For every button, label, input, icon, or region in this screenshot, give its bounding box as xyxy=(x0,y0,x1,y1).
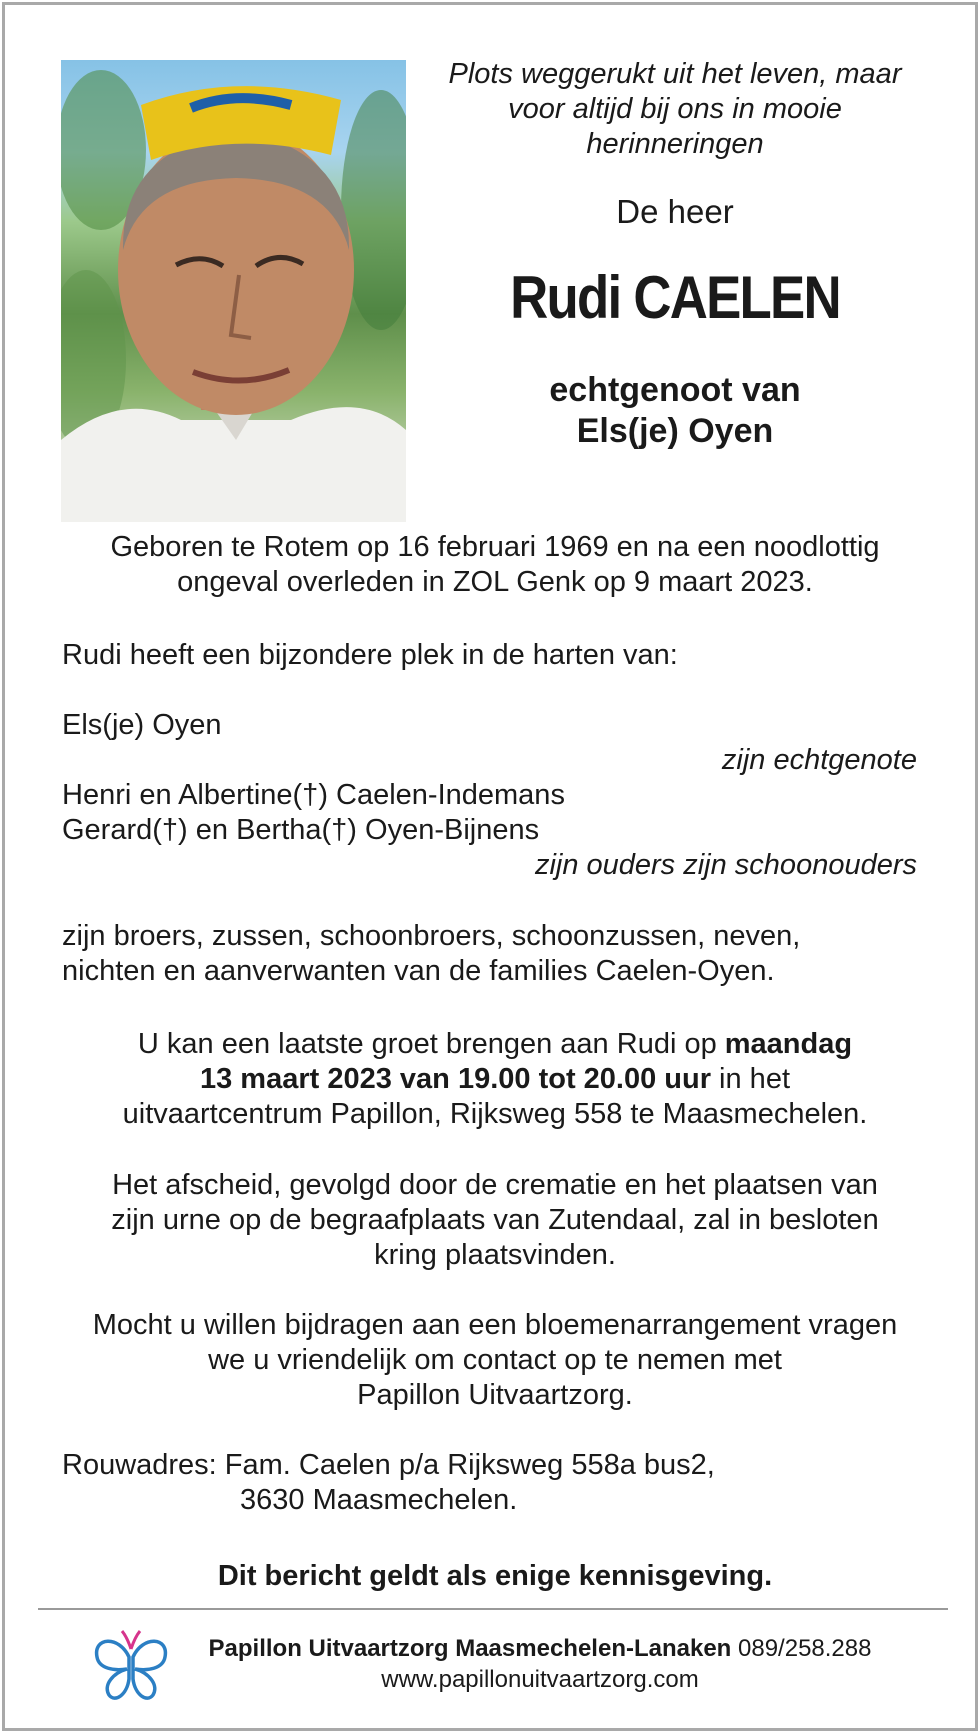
farewell-line: kring plaatsvinden. xyxy=(374,1239,616,1271)
family-wife-role: zijn echtgenote xyxy=(721,744,917,776)
honorific: De heer xyxy=(616,193,734,230)
family-others-2: nichten en aanverwanten van de families Caelen-Oyen. xyxy=(62,955,775,987)
mourning-address-2: 3630 Maasmechelen. xyxy=(240,1484,518,1516)
quote-line: voor altijd bij ons in mooie xyxy=(508,93,842,125)
quote-line: herinneringen xyxy=(586,128,764,160)
death-notice-card xyxy=(2,2,978,1731)
footer-divider xyxy=(38,1608,948,1610)
mourning-address-1: Rouwadres: Fam. Caelen p/a Rijksweg 558a bus2, xyxy=(62,1449,715,1481)
company-website[interactable]: www.papillonuitvaartzorg.com xyxy=(381,1666,699,1693)
deceased-name: Rudi CAELEN xyxy=(510,264,840,331)
visit-text: in het xyxy=(711,1063,790,1095)
farewell-line: Het afscheid, gevolgd door de crematie en het plaatsen van xyxy=(112,1169,878,1201)
born-line: ongeval overleden in ZOL Genk op 9 maart 2023. xyxy=(177,566,813,598)
portrait-photo xyxy=(61,60,406,522)
family-parents-role: zijn ouders zijn schoonouders xyxy=(534,849,917,881)
spouse-label: echtgenoot van xyxy=(549,371,801,409)
quote-line: Plots weggerukt uit het leven, maar xyxy=(448,58,902,90)
flowers-line: Mocht u willen bijdragen aan een bloemenarrangement vragen xyxy=(92,1309,898,1341)
spouse-name: Els(je) Oyen xyxy=(576,412,774,450)
intro-text: Rudi heeft een bijzondere plek in de harten van: xyxy=(62,639,678,671)
visit-date-time: 13 maart 2023 van 19.00 tot 20.00 uur xyxy=(199,1063,711,1095)
flowers-line: Papillon Uitvaartzorg. xyxy=(357,1379,633,1411)
family-parents-1: Henri en Albertine(†) Caelen-Indemans xyxy=(62,779,565,811)
farewell-line: zijn urne op de begraafplaats van Zutendaal, zal in besloten xyxy=(111,1204,879,1236)
family-others-1: zijn broers, zussen, schoonbroers, schoonzussen, neven, xyxy=(62,920,801,952)
family-parents-2: Gerard(†) en Bertha(†) Oyen-Bijnens xyxy=(62,814,540,846)
farewell-text xyxy=(35,1168,955,1273)
visit-text: U kan een laatste groet brengen aan Rudi op xyxy=(137,1028,725,1060)
flowers-text xyxy=(35,1308,955,1413)
family-wife: Els(je) Oyen xyxy=(62,709,222,741)
born-line: Geboren te Rotem op 16 februari 1969 en na een noodlottig xyxy=(110,531,880,563)
visit-day: maandag xyxy=(724,1028,853,1060)
birth-death-text xyxy=(35,530,955,600)
company-phone: 089/258.288 xyxy=(731,1635,872,1662)
closing-notice: Dit bericht geldt als enige kennisgeving. xyxy=(217,1560,773,1592)
funeral-company: Papillon Uitvaartzorg Maasmechelen-Lanaken xyxy=(208,1635,732,1662)
visitation-text xyxy=(35,1027,955,1132)
visit-location: uitvaartcentrum Papillon, Rijksweg 558 te Maasmechelen. xyxy=(122,1098,868,1130)
flowers-line: we u vriendelijk om contact op te nemen met xyxy=(208,1344,782,1376)
footer-info xyxy=(175,1633,905,1695)
spouse-block xyxy=(420,370,930,452)
memorial-quote xyxy=(420,57,930,162)
butterfly-logo-icon xyxy=(91,1627,171,1705)
